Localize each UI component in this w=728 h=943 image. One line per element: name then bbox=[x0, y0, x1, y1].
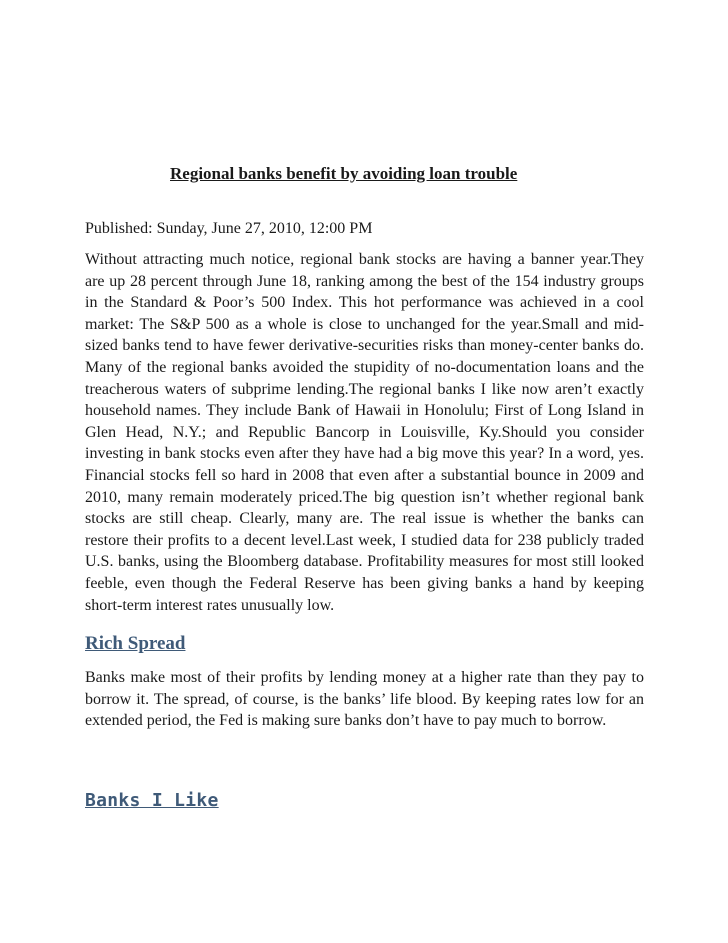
article-title: Regional banks benefit by avoiding loan trouble bbox=[170, 164, 518, 183]
article-paragraph-1: Without attracting much notice, regional bank stocks are having a banner year.They are up 28 percent through June 18, ranking among the best of the 154 industry groups in the Standard & Poor’s 500 Index. This hot performance was achieved in a cool market: The S&P 500 as a whole is close to unchanged for the year.Small and mid-sized banks tend to have fewer derivative-securities risks than money-center banks do. Many of the regional banks avoided the stupidity of no-documentation loans and the treacherous waters of subprime lending.The regional banks I like now aren’t exactly household names. They include Bank of Hawaii in Honolulu; First of Long Island in Glen Head, N.Y.; and Republic Bancorp in Louisville, Ky.Should you consider investing in bank stocks even after they have had a big move this year? In a word, yes. Financial stocks fell so hard in 2008 that even after a substantial bounce in 2009 and 2010, many remain moderately priced.The big question isn’t whether regional bank stocks are still cheap. Clearly, many are. The real issue is whether the banks can restore their profits to a decent level.Last week, I studied data for 238 publicly traded U.S. banks, using the Bloomberg database. Profitability measures for most still looked feeble, even though the Federal Reserve has been giving banks a hand by keeping short-term interest rates unusually low. bbox=[85, 251, 644, 614]
article-paragraph-2: Banks make most of their profits by lending money at a higher rate than they pay to borrow it. The spread, of course, is the banks’ life blood. By keeping rates low for an extended period, the Fed is making sure banks don’t have to pay much to borrow. bbox=[85, 669, 644, 730]
section-heading-banks-i-like[interactable]: Banks I Like bbox=[85, 790, 219, 811]
section-heading-rich-spread[interactable]: Rich Spread bbox=[85, 633, 186, 654]
published-date: Published: Sunday, June 27, 2010, 12:00 PM bbox=[85, 220, 373, 237]
